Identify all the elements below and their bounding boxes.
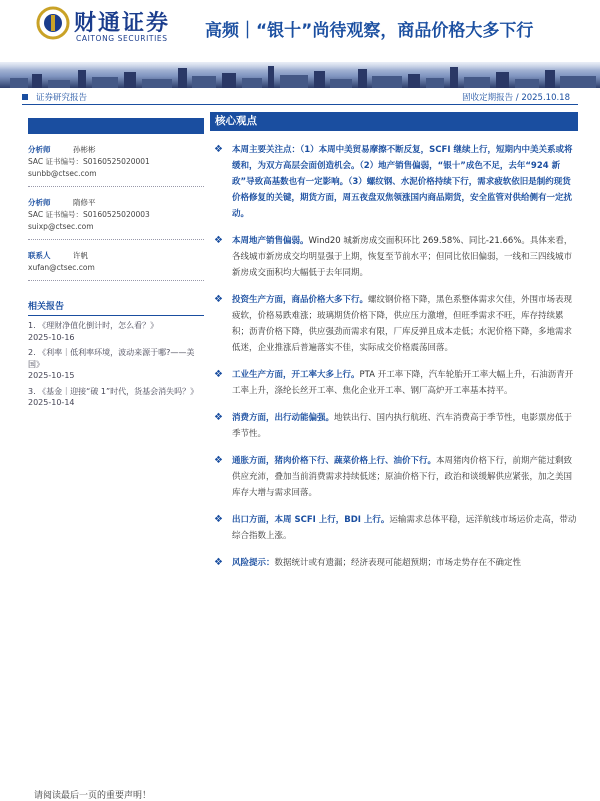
bullet-lead: 投资生产方面，商品价格大多下行。 [232,295,369,305]
core-bullet [210,292,578,356]
analyst-divider [28,186,204,187]
core-bullet [210,555,578,571]
analyst-name: 隋修平 [73,198,96,207]
core-bullet [210,233,578,281]
related-report-title[interactable]: 3. 《基金｜迎接“破 1”时代，货基会消失吗？》 [28,386,199,396]
bullet-lead: 本周主要关注点： [232,145,301,155]
report-date-label: 固收定期报告 / 2025.10.18 [462,93,570,103]
analyst-cert: SAC 证书编号：S0160525020003 [28,210,150,219]
bullet-lead: 出口方面，本周 SCFI 上行，BDI 上行。 [232,515,390,525]
bullet-body: PTA 开工率下降，汽车轮胎开工率大幅上升，石油沥青开工率上升，涤纶长丝开工率、焦化企业开工率、钢厂高炉开工率基本持平。 [232,370,574,396]
related-reports-title: 相关报告 [28,299,204,316]
bullet-body: 地铁出行、国内执行航班、汽车消费高于季节性，电影票房低于季节性。 [232,413,573,439]
related-report-item[interactable] [28,320,204,343]
bullet-lead: 本周地产销售偏弱。 [232,236,309,246]
contact-email[interactable]: xufan@ctsec.com [28,263,95,272]
logo-text-en: CAITONG SECURITIES [76,34,168,43]
bullet-body: 本周猪肉价格下行，前期产能过剩致供应充沛，叠加当前消费需求持续低迷；原油价格下行，政治和谈缓解供应紧张，加之美国库存大增与需求回落。 [232,456,573,498]
related-reports [28,299,204,409]
bullet-lead: 通胀方面，猪肉价格下行、蔬菜价格上行、油价下行。 [232,456,437,466]
diamond-bullet-icon: ❖ [214,294,223,305]
diamond-bullet-icon: ❖ [214,455,223,466]
core-bullet [210,367,578,399]
analyst-card [28,197,204,240]
diamond-bullet-icon: ❖ [214,235,223,246]
diamond-bullet-icon: ❖ [214,144,223,155]
related-report-title[interactable]: 2. 《利率｜低利率环境，波动来源于哪?——美国》 [28,348,195,369]
contact-name: 许帆 [73,251,88,260]
analyst-email[interactable]: suixp@ctsec.com [28,222,94,231]
square-bullet-icon [22,94,28,100]
report-header [0,0,600,62]
bullet-lead: 消费方面，出行动能偏强。 [232,413,335,423]
related-report-item[interactable] [28,386,204,409]
contact-card [28,250,204,281]
bullet-lead-body: （1）本周中美贸易摩擦不断反复，SCFI 继续上行，短期内中美关系或将缓和，为双方高层会面创造机会。（2）地产销售偏弱，“银十”成色不足，去年“924 新政”导致高基数也有一定影响。（3）螺纹钢、水泥价格持续下行，需求疲软依旧是制约现货价格修复的关键，期货方面，周五夜盘双焦领涨国内商品期货，安全监管对供给侧有一定扰动。 [232,145,573,219]
city-skyline-banner [0,62,600,88]
analyst-email[interactable]: sunbb@ctsec.com [28,169,97,178]
diamond-bullet-icon: ❖ [214,412,223,423]
logo-mark-icon [36,6,70,40]
logo-text-cn: 财通证券 [74,10,171,36]
bullet-lead: 工业生产方面，开工率大多上行。 [232,370,360,380]
report-type-label: 证券研究报告 [36,93,88,103]
analyst-divider [28,239,204,240]
header-divider [22,104,578,105]
diamond-bullet-icon: ❖ [214,557,223,568]
related-report-date: 2025-10-15 [28,371,75,380]
report-meta-bar [22,91,578,103]
company-logo [36,6,186,46]
bullet-body: 运输需求总体平稳，远洋航线市场运价走高，带动综合指数上涨。 [232,515,577,541]
bullet-lead: 风险提示： [232,558,275,568]
core-bullet [210,410,578,442]
contact-divider [28,280,204,281]
related-report-date: 2025-10-14 [28,398,75,407]
related-report-date: 2025-10-16 [28,332,75,342]
sidebar [28,118,204,409]
related-report-title[interactable]: 1. 《理财净值化倒计时，怎么看？》 [28,321,159,330]
diamond-bullet-icon: ❖ [214,369,223,380]
bullet-body: 数据统计或有遗漏；经济表现可能超预期；市场走势存在不确定性 [274,558,522,568]
core-bullet [210,512,578,544]
sidebar-header-bar [28,118,204,134]
core-bullet [210,453,578,501]
analyst-cert: SAC 证书编号：S0160525020001 [28,157,150,166]
core-bullet [210,142,578,222]
report-title: 高频｜“银十”尚待观察，商品价格大多下行 [205,21,534,41]
disclaimer-note: 请阅读最后一页的重要声明！ [34,791,152,801]
analyst-name: 孙彬彬 [73,145,96,154]
contact-role: 联系人 [28,251,51,260]
analyst-role: 分析师 [28,145,51,154]
diamond-bullet-icon: ❖ [214,514,223,525]
analyst-role: 分析师 [28,198,51,207]
analyst-card [28,144,204,187]
core-views-section [210,112,578,571]
bullet-body: 螺纹钢价格下降，黑色系整体需求欠佳，外围市场表现疲软，价格易跌难涨；玻璃期货价格下降，供应压力激增，但旺季需求不旺，库存持续累积；沥青价格下降，供应强劲而需求有限，厂库反弹且成本走低；水泥价格下降，多地需求低迷，企业推涨后普遍落实不佳，实际成交价格震荡回落。 [232,295,573,353]
related-report-item[interactable] [28,347,204,382]
bullet-body: Wind20 城新房成交面积环比 269.58%、同比-21.66%。具体来看，各线城市新房成交均明显强于上期，恢复至节前水平；但同比依旧偏弱，一线和三四线城市新房成交面积均大幅低于去年同期。 [232,236,573,278]
core-views-title: 核心观点 [210,112,578,131]
